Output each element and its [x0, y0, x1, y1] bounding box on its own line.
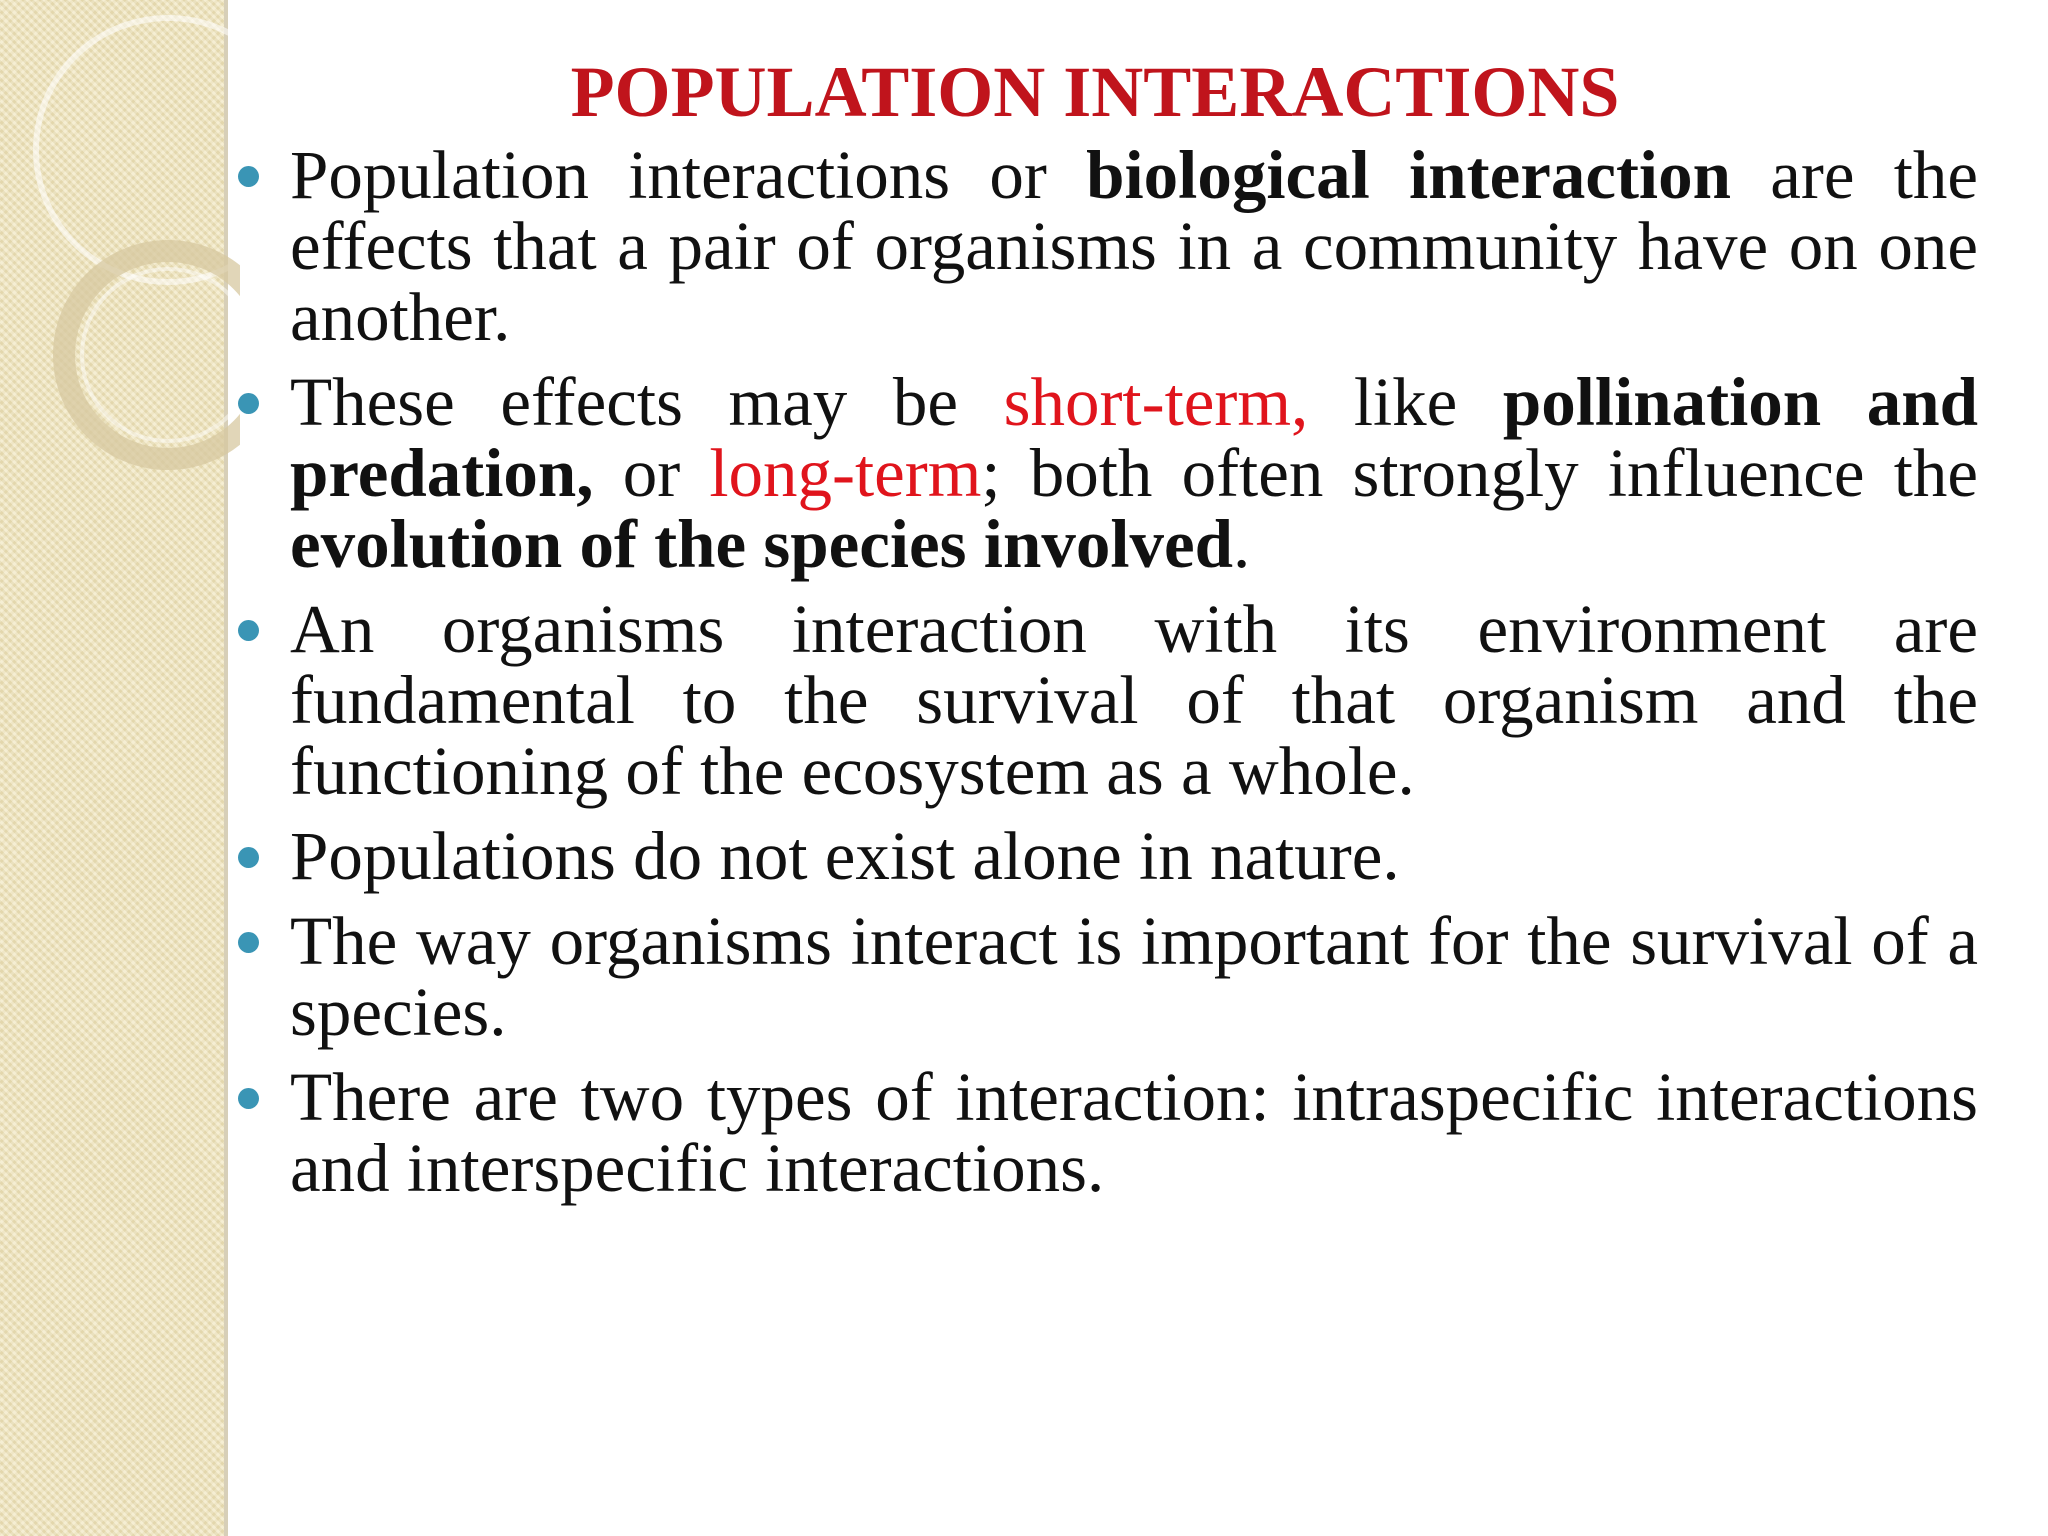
bullet-item [290, 137, 1978, 355]
bullet-text: or [593, 435, 710, 511]
bullet-item [290, 591, 1978, 809]
bullet-text: ; both often strongly influence the [981, 435, 1978, 511]
bullet-dot-icon [238, 393, 259, 414]
highlight-term: short-term, [1003, 364, 1309, 440]
bullet-item [290, 1059, 1978, 1206]
bullet-item [290, 818, 1978, 894]
bullet-item [290, 903, 1978, 1050]
bullet-dot-icon [238, 620, 259, 641]
bullet-item [290, 364, 1978, 582]
slide-title: POPULATION INTERACTIONS [570, 52, 1620, 132]
bullet-text: . [1233, 506, 1251, 582]
highlight-term: long-term [709, 435, 982, 511]
bullet-dot-icon [238, 1088, 259, 1109]
bullet-text: An organisms interaction with its environment are fundamental to the survival of that organism and the functioning of the ecosystem as a whole. [290, 591, 1978, 809]
bold-term: biological interaction [1086, 137, 1731, 213]
bullet-text: The way organisms interact is important for the survival of a species. [290, 903, 1978, 1050]
bullet-text: Population interactions or [290, 137, 1087, 213]
bullet-dot-icon [238, 847, 259, 868]
bullet-dot-icon [238, 166, 259, 187]
bullet-text: like [1308, 364, 1503, 440]
bullet-text: Populations do not exist alone in nature. [290, 818, 1400, 894]
bullet-dot-icon [238, 932, 259, 953]
bullet-list [290, 138, 1978, 1204]
bold-term: pollination and predation, [290, 364, 1978, 511]
decorative-rings [0, 0, 240, 520]
bullet-text: There are two types of interaction: intraspecific interactions and interspecific interactions. [290, 1059, 1978, 1206]
bullet-text: are the effects that a pair of organisms in a community have on one another. [290, 137, 1978, 355]
bullet-text: These effects may be [290, 364, 1004, 440]
bold-term: evolution of the species involved [290, 506, 1233, 582]
